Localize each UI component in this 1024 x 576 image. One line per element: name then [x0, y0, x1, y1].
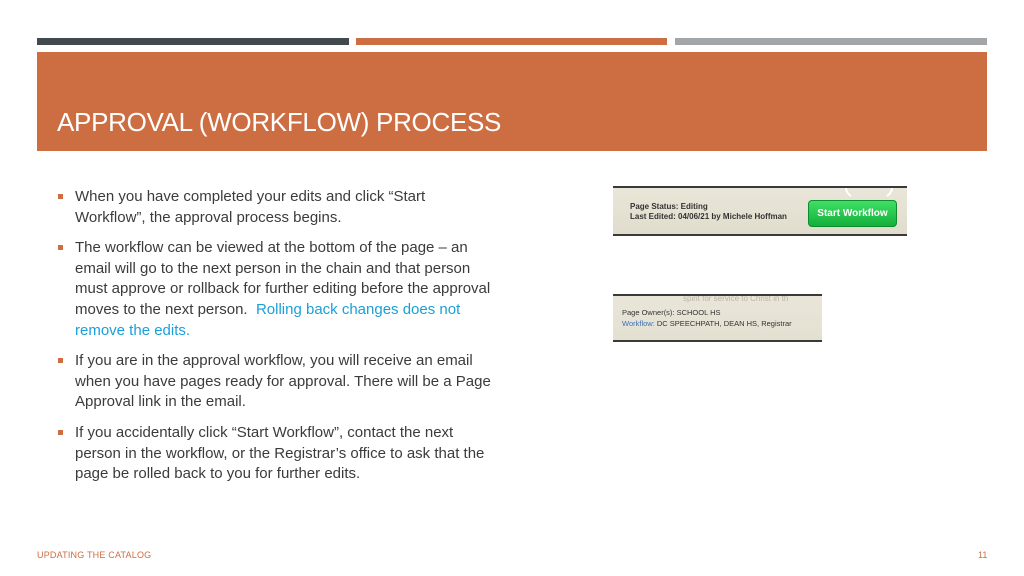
workflow-line [622, 319, 792, 328]
slide-title: APPROVAL (WORKFLOW) PROCESS [57, 107, 502, 137]
accent-bar-dark [37, 38, 349, 45]
bullet-square-icon [58, 430, 63, 435]
bullet-square-icon [58, 358, 63, 363]
page-number: 11 [978, 550, 988, 560]
bullet-list [58, 187, 498, 495]
footer-text: UPDATING THE CATALOG [37, 550, 152, 560]
accent-bar-orange [356, 38, 667, 45]
workflow-value: DC SPEECHPATH, DEAN HS, Registrar [656, 319, 792, 328]
bullet-item [58, 187, 498, 228]
bullet-item [58, 238, 498, 341]
workflow-screenshot [613, 294, 822, 342]
bullet-text: The workflow can be viewed at the bottom of the page – an email will go to the next person in the chain and that person must approve or rollback for further editing before the approval moves to the next person. [75, 239, 491, 318]
bullet-item [58, 351, 498, 413]
bullet-text: When you have completed your edits and click “Start Workflow”, the approval process begins. [75, 188, 426, 226]
bullet-square-icon [58, 245, 63, 250]
page-status-text: Page Status: Editing [630, 202, 708, 211]
bullet-text: If you are in the approval workflow, you will receive an email when you have pages ready for approval. There will be a Page Approval link in the email. [75, 352, 491, 411]
bullet-square-icon [58, 194, 63, 199]
bullet-item [58, 423, 498, 485]
bullet-text: If you accidentally click “Start Workflow”, contact the next person in the workflow, or the Registrar’s office to ask that the page be rolled back to you for further edits. [75, 423, 485, 483]
background-text: spirit for service to Christ in th [683, 294, 789, 303]
highlight-text: Rolling back changes does not remove the edits. [75, 300, 461, 339]
title-band [37, 52, 987, 151]
workflow-label: Workflow: [622, 319, 655, 328]
accent-bar-gray [675, 38, 987, 45]
page-status-screenshot [613, 186, 907, 236]
start-workflow-button[interactable]: Start Workflow [808, 200, 897, 227]
page-owners-text: Page Owner(s): SCHOOL HS [622, 308, 721, 317]
last-edited-text: Last Edited: 04/06/21 by Michele Hoffman [630, 212, 787, 221]
